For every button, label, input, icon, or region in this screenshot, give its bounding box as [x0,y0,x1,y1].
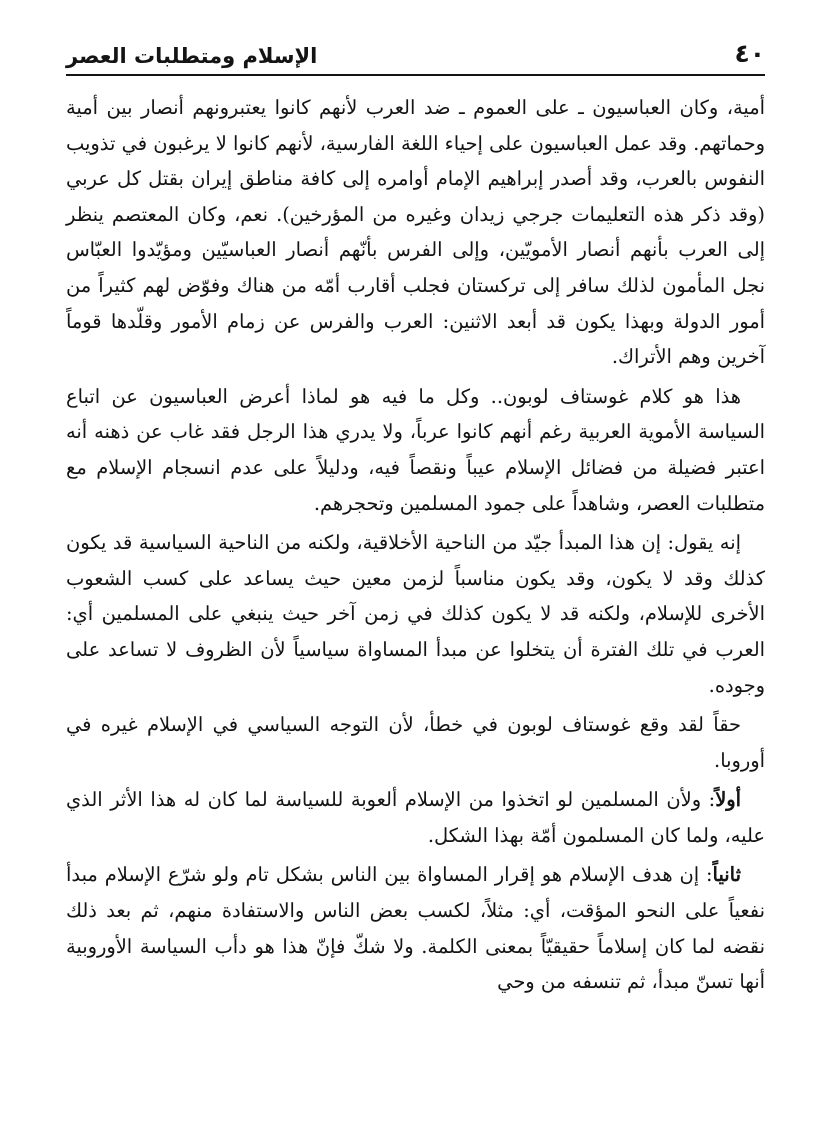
paragraph-text: أمية، وكان العباسيون ـ على العموم ـ ضد العرب لأنهم كانوا يعتبرونهم أنصار بين أمية وحماتهم. وقد عمل العباسيون على إحياء اللغة الفارسية، لأنهم كانوا لا يرغبون في تذويب النفوس بالعرب، وقد أصدر إبراهيم الإمام أوامره إلى كافة مناطق إيران بقتل كل عربي (وقد ذكر هذه التعليمات جرجي زيدان وغيره من المؤرخين). نعم، وكان المعتصم ينظر إلى العرب بأنهم أنصار الأمويّين، وإلى الفرس بأنّهم أنصار العباسيّين ومؤيّدوا العبّاس نجل المأمون لذلك سافر إلى تركستان فجلب أقارب أمّه من هناك وفوّض لهم كثيراً من أمور الدولة وبهذا يكون قد أبعد الاثنين: العرب والفرس عن زمام الأمور وقلّدها قوماً آخرين وهم الأتراك. [66,96,765,369]
paragraph-lead: أولاً [715,788,741,812]
running-header [66,26,765,68]
paragraph-text: : ولأن المسلمين لو اتخذوا من الإسلام ألعوبة للسياسة لما كان له هذا الأثر الذي عليه، ولما كان المسلمون أمّة بهذا الشكل. [66,788,765,847]
body-text [66,90,765,1000]
running-title: الإسلام ومتطلبات العصر [66,44,318,68]
paragraph-text: حقاً لقد وقع غوستاف لوبون في خطأ، لأن التوجه السياسي في الإسلام غيره في أوروبا. [66,713,765,772]
paragraph-text: هذا هو كلام غوستاف لوبون.. وكل ما فيه هو لماذا أعرض العباسيون عن اتباع السياسة الأموية العربية رغم أنهم كانوا عرباً، ولا يدري هذا الرجل فقد غاب عن ذهنه أنه اعتبر فضيلة من فضائل الإسلام عيباً ونقصاً فيه، ودليلاً على عدم انسجام الإسلام مع متطلبات العصر، وشاهداً على جمود المسلمين وتحجرهم. [66,384,765,515]
header-rule [66,74,765,76]
paragraph-4 [66,707,765,778]
paragraph-text: : إن هدف الإسلام هو إقرار المساواة بين الناس بشكل تام ولو شرّع الإسلام مبدأ نفعياً على النحو المؤقت، أي: مثلاً، لكسب بعض الناس والاستفادة منهم، ثم بعد ذلك نقضه لما كان إسلاماً حقيقيّاً بمعنى الكلمة. ولا شكّ فإنّ هذا هو دأب السياسة الأوروبية أنها تسنّ مبدأ، ثم تنسفه من وحي [66,863,765,994]
paragraph-2 [66,379,765,521]
paragraph-6 [66,857,765,999]
paragraph-5 [66,782,765,853]
paragraph-lead: ثانياً [712,863,741,887]
paragraph-1 [66,90,765,375]
paragraph-3 [66,525,765,703]
paragraph-text: إنه يقول: إن هذا المبدأ جيّد من الناحية الأخلاقية، ولكنه من الناحية السياسية قد يكون كذلك وقد لا يكون، وقد يكون مناسباً لزمن معين حيث يساعد على كسب الشعوب الأخرى للإسلام، ولكنه قد لا يكون كذلك في زمن آخر حيث ينبغي على المسلمين أي: العرب في تلك الفترة أن يتخلوا عن مبدأ المساواة سياسياً لأن الظروف لا تساعد على وجوده. [66,531,765,697]
page-number: ٤٠ [734,39,765,68]
